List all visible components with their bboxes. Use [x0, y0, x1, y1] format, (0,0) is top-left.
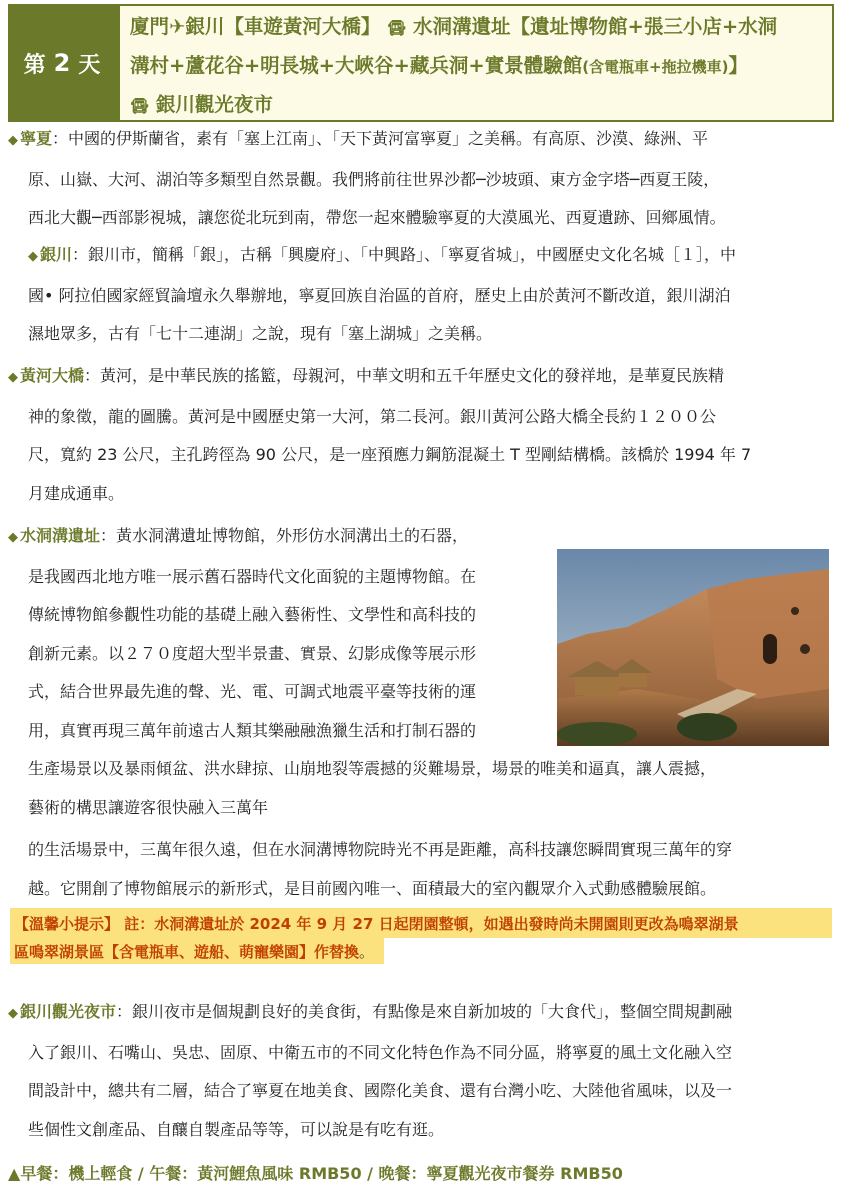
route-line2-small: (含電瓶車+拖拉機車) — [582, 58, 729, 76]
shuidonggou-photo — [557, 549, 829, 746]
bullet-icon: ◆ — [8, 1006, 18, 1021]
day-label: 第 — [23, 52, 48, 78]
text-line: 入了銀川、石嘴山、吳忠、固原、中衛五市的不同文化特色作為不同分區，將寧夏的風土文化融入空 — [28, 1042, 733, 1062]
term-shuidonggou: 水洞溝遺址 — [20, 526, 101, 545]
bullet-icon: ◆ — [28, 249, 38, 264]
text-line: 尺，寬約 23 公尺，主孔跨徑為 90 公尺，是一座預應力鋼筋混凝土 T 型剛結構橋。該橋於 1994 年 7 — [28, 445, 752, 464]
text-line: 傳統博物館參觀性功能的基礎上融入藝術性、文學性和高科技的 — [28, 605, 477, 624]
text-line: ：銀川夜市是個規劃良好的美食街，有點像是來自新加坡的「大食代」，整個空間規劃融 — [116, 1002, 733, 1021]
route-line3: 銀川觀光夜市 — [155, 93, 273, 116]
term-bridge: 黃河大橋 — [20, 366, 85, 385]
day-badge — [8, 4, 118, 122]
tip-text — [14, 910, 828, 966]
day-number: 2 — [53, 49, 73, 77]
day-suffix: 天 — [78, 52, 103, 78]
section-night-market — [8, 993, 838, 1149]
text-line: 的生活場景中，三萬年很久遠，但在水洞溝博物院時光不再是距離，高科技讓您瞬間實現三萬年的穿 — [28, 840, 733, 859]
section-ningxia — [8, 120, 838, 238]
text-line: 式，結合世界最先進的聲、光、電、可調式地震平臺等技術的運 — [28, 682, 477, 701]
route-line1: 廈門✈銀川【車遊黃河大橋】 — [130, 15, 381, 38]
section-shuidonggou-cont — [8, 831, 838, 908]
text-line: ：黃水洞溝遺址博物館，外形仿水洞溝出土的石器， — [100, 526, 469, 545]
meals-text: 早餐：機上輕食 / 午餐：黃河鯉魚風味 RMB50 / 晚餐：寧夏觀光夜市餐券 RMB50 — [20, 1164, 623, 1183]
tip-line2: 區鳴翠湖景區【含電瓶車、遊船、萌寵樂園】作替換 — [14, 943, 360, 961]
text-line: 濕地眾多，古有「七十二連湖」之說，現有「塞上湖城」之美稱。 — [28, 324, 493, 343]
text-line: ：黃河，是中華民族的搖籃，母親河，中華文明和五千年歷史文化的發祥地，是華夏民族精 — [84, 366, 725, 385]
text-line: 生產場景以及暴雨傾盆、洪水肆掠、山崩地裂等震撼的災難場景，場景的唯美和逼真，讓人震撼， — [28, 759, 717, 778]
route-line1b: 水洞溝遺址【遺址博物館+張三小店+水洞 — [412, 15, 778, 38]
text-line: 神的象徵，龍的圖騰。黃河是中國歷史第一大河，第二長河。銀川黃河公路大橋全長約１２００公 — [28, 406, 717, 426]
triangle-icon: ▲ — [8, 1164, 21, 1183]
term-ningxia: 寧夏 — [20, 129, 53, 148]
term-yinchuan: 銀川 — [40, 245, 73, 264]
day-header — [8, 4, 834, 122]
tip-line1: 註：水洞溝遺址於 2024 年 9 月 27 日起閉園整頓，如遇出發時尚未開園則更改為鳴翠湖景 — [119, 915, 739, 933]
tip-label: 【溫馨小提示】 — [14, 915, 120, 933]
text-line: 創新元素。以２７０度超大型半景畫、實景、幻影成像等展示形 — [28, 643, 477, 663]
text-line: 西北大觀─西部影視城，讓您從北玩到南，帶您一起來體驗寧夏的大漠風光、西夏遺跡、回鄉風情。 — [28, 208, 726, 227]
warm-tip — [10, 908, 832, 964]
text-line: 原、山嶽、大河、湖泊等多類型自然景觀。我們將前往世界沙都─沙坡頭、東方金字塔─西夏王陵， — [28, 169, 720, 189]
bus-icon: 🚍︎ — [130, 97, 150, 115]
bus-icon: 🚍︎ — [387, 19, 407, 37]
text-line: ：銀川市，簡稱「銀」，古稱「興慶府」、「中興路」、「寧夏省城」，中國歷史文化名城［１］，中 — [72, 245, 737, 264]
text-line: 是我國西北地方唯一展示舊石器時代文化面貌的主題博物館。在 — [28, 566, 477, 586]
section-yinchuan — [8, 236, 838, 354]
text-line: 用，真實再現三萬年前遠古人類其樂融融漁獵生活和打制石器的 — [28, 720, 477, 740]
text-line: 越。它開創了博物館展示的新形式，是目前國內唯一、面積最大的室內觀眾介入式動感體驗展館。 — [28, 878, 717, 898]
route-line2: 溝村+蘆花谷+明長城+大峽谷+藏兵洞+實景體驗館 — [130, 54, 583, 77]
meals-line — [8, 1160, 623, 1188]
text-line: 些個性文創產品、自釀自製產品等等，可以說是有吃有逛。 — [28, 1119, 445, 1139]
text-line: 國• 阿拉伯國家經貿論壇永久舉辦地，寧夏回族自治區的首府，歷史上由於黃河不斷改道，銀川湖泊 — [28, 285, 731, 305]
text-line: 間設計中，總共有二層，結合了寧夏在地美食、國際化美食、還有台灣小吃、大陸他省風味，以及一 — [28, 1081, 733, 1100]
text-line: ：中國的伊斯蘭省，素有「塞上江南」、「天下黃河富寧夏」之美稱。有高原、沙漠、綠洲、平 — [52, 129, 709, 148]
bullet-icon: ◆ — [8, 530, 18, 545]
day-route — [118, 4, 834, 122]
text-line: 月建成通車。 — [28, 483, 125, 503]
bullet-icon: ◆ — [8, 133, 18, 148]
bullet-icon: ◆ — [8, 370, 18, 385]
term-night-market: 銀川觀光夜市 — [20, 1002, 117, 1021]
tip-end: 。 — [359, 943, 375, 961]
section-bridge — [8, 357, 838, 513]
route-line2-end: 】 — [728, 54, 748, 77]
text-line: 藝術的構思讓遊客很快融入三萬年 — [28, 797, 269, 817]
